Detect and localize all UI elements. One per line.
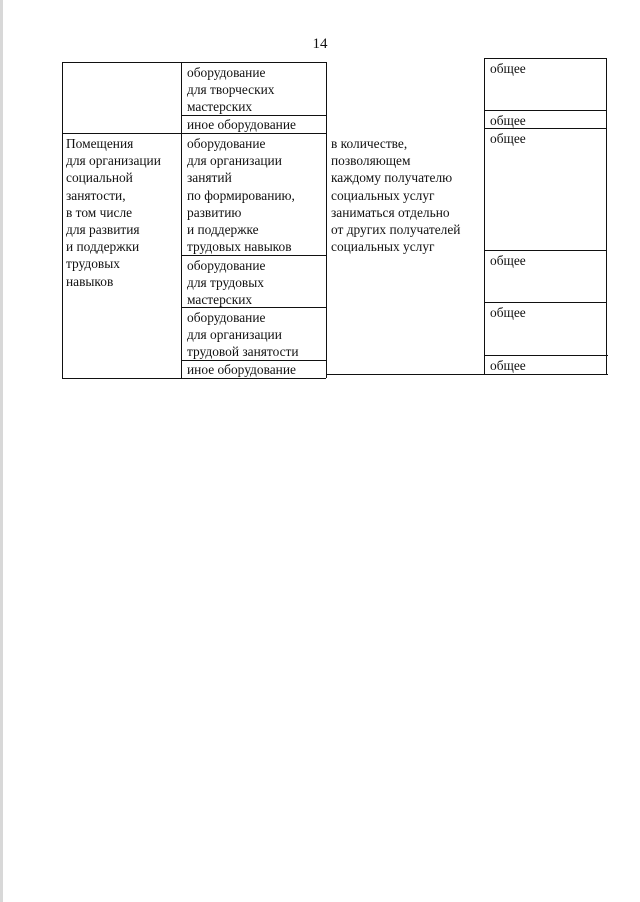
page-number: 14 [312,36,328,52]
cell-line: иное оборудование [187,117,296,132]
equipment-cell [187,309,299,361]
table-rule [62,62,63,378]
equipment-cell [187,257,265,309]
cell-line: общее [490,358,526,373]
cell-line: заниматься отдельно [331,204,450,220]
cell-line: для творческих [187,82,275,98]
cell-line: социальной [66,170,133,186]
usage-cell [490,304,526,321]
table-rule [62,62,326,63]
cell-line: для развития [66,222,140,238]
table-rule [484,302,606,303]
usage-cell [490,130,526,147]
cell-line: общее [490,131,526,146]
cell-line: по формированию, [187,187,295,203]
cell-line: оборудование [187,136,266,151]
table-rule [484,355,608,356]
cell-line: социальных услуг [331,239,435,255]
cell-line: и поддержки [66,239,140,255]
cell-line: общее [490,113,526,128]
table-rule [484,58,485,374]
table-rule [326,374,608,375]
table-rule [484,58,606,59]
cell-line: трудовой занятости [187,344,299,360]
cell-line: занятости, [66,187,126,203]
cell-line: для организации [66,153,161,169]
usage-cell [490,60,526,77]
cell-line: позволяющем [331,153,411,169]
table-rule [181,62,182,378]
usage-cell [490,357,526,374]
cell-line: трудовых навыков [187,239,292,255]
equipment-cell [187,64,274,116]
cell-line: иное оборудование [187,362,296,377]
cell-line: навыков [66,273,114,289]
cell-line: общее [490,305,526,320]
cell-line: оборудование [187,258,266,273]
cell-line: занятий [187,170,232,186]
room-cell [66,135,161,290]
usage-cell [490,112,526,129]
table-rule [326,62,327,378]
cell-line: каждому получателю [331,170,453,186]
cell-line: развитию [187,204,242,220]
usage-cell [490,252,526,269]
cell-line: мастерских [187,292,253,308]
cell-line: от других получателей [331,222,461,238]
equipment-cell [187,135,295,255]
scan-edge-shadow [0,0,3,902]
cell-line: мастерских [187,99,253,115]
cell-line: общее [490,61,526,76]
cell-line: для организации [187,327,282,343]
cell-line: в количестве, [331,136,408,151]
cell-line: для трудовых [187,275,264,291]
cell-line: социальных услуг [331,187,435,203]
cell-line: общее [490,253,526,268]
cell-line: и поддержке [187,222,259,238]
cell-line: трудовых [66,256,120,272]
cell-line: Помещения [66,136,134,151]
table-rule [606,58,607,374]
quantity-cell [331,135,460,255]
cell-line: оборудование [187,310,266,325]
cell-line: в том числе [66,204,133,220]
cell-line: оборудование [187,65,266,80]
equipment-cell [187,116,296,133]
cell-line: для организации [187,153,282,169]
table-rule [484,250,606,251]
table-rule [484,110,606,111]
equipment-cell [187,361,296,378]
